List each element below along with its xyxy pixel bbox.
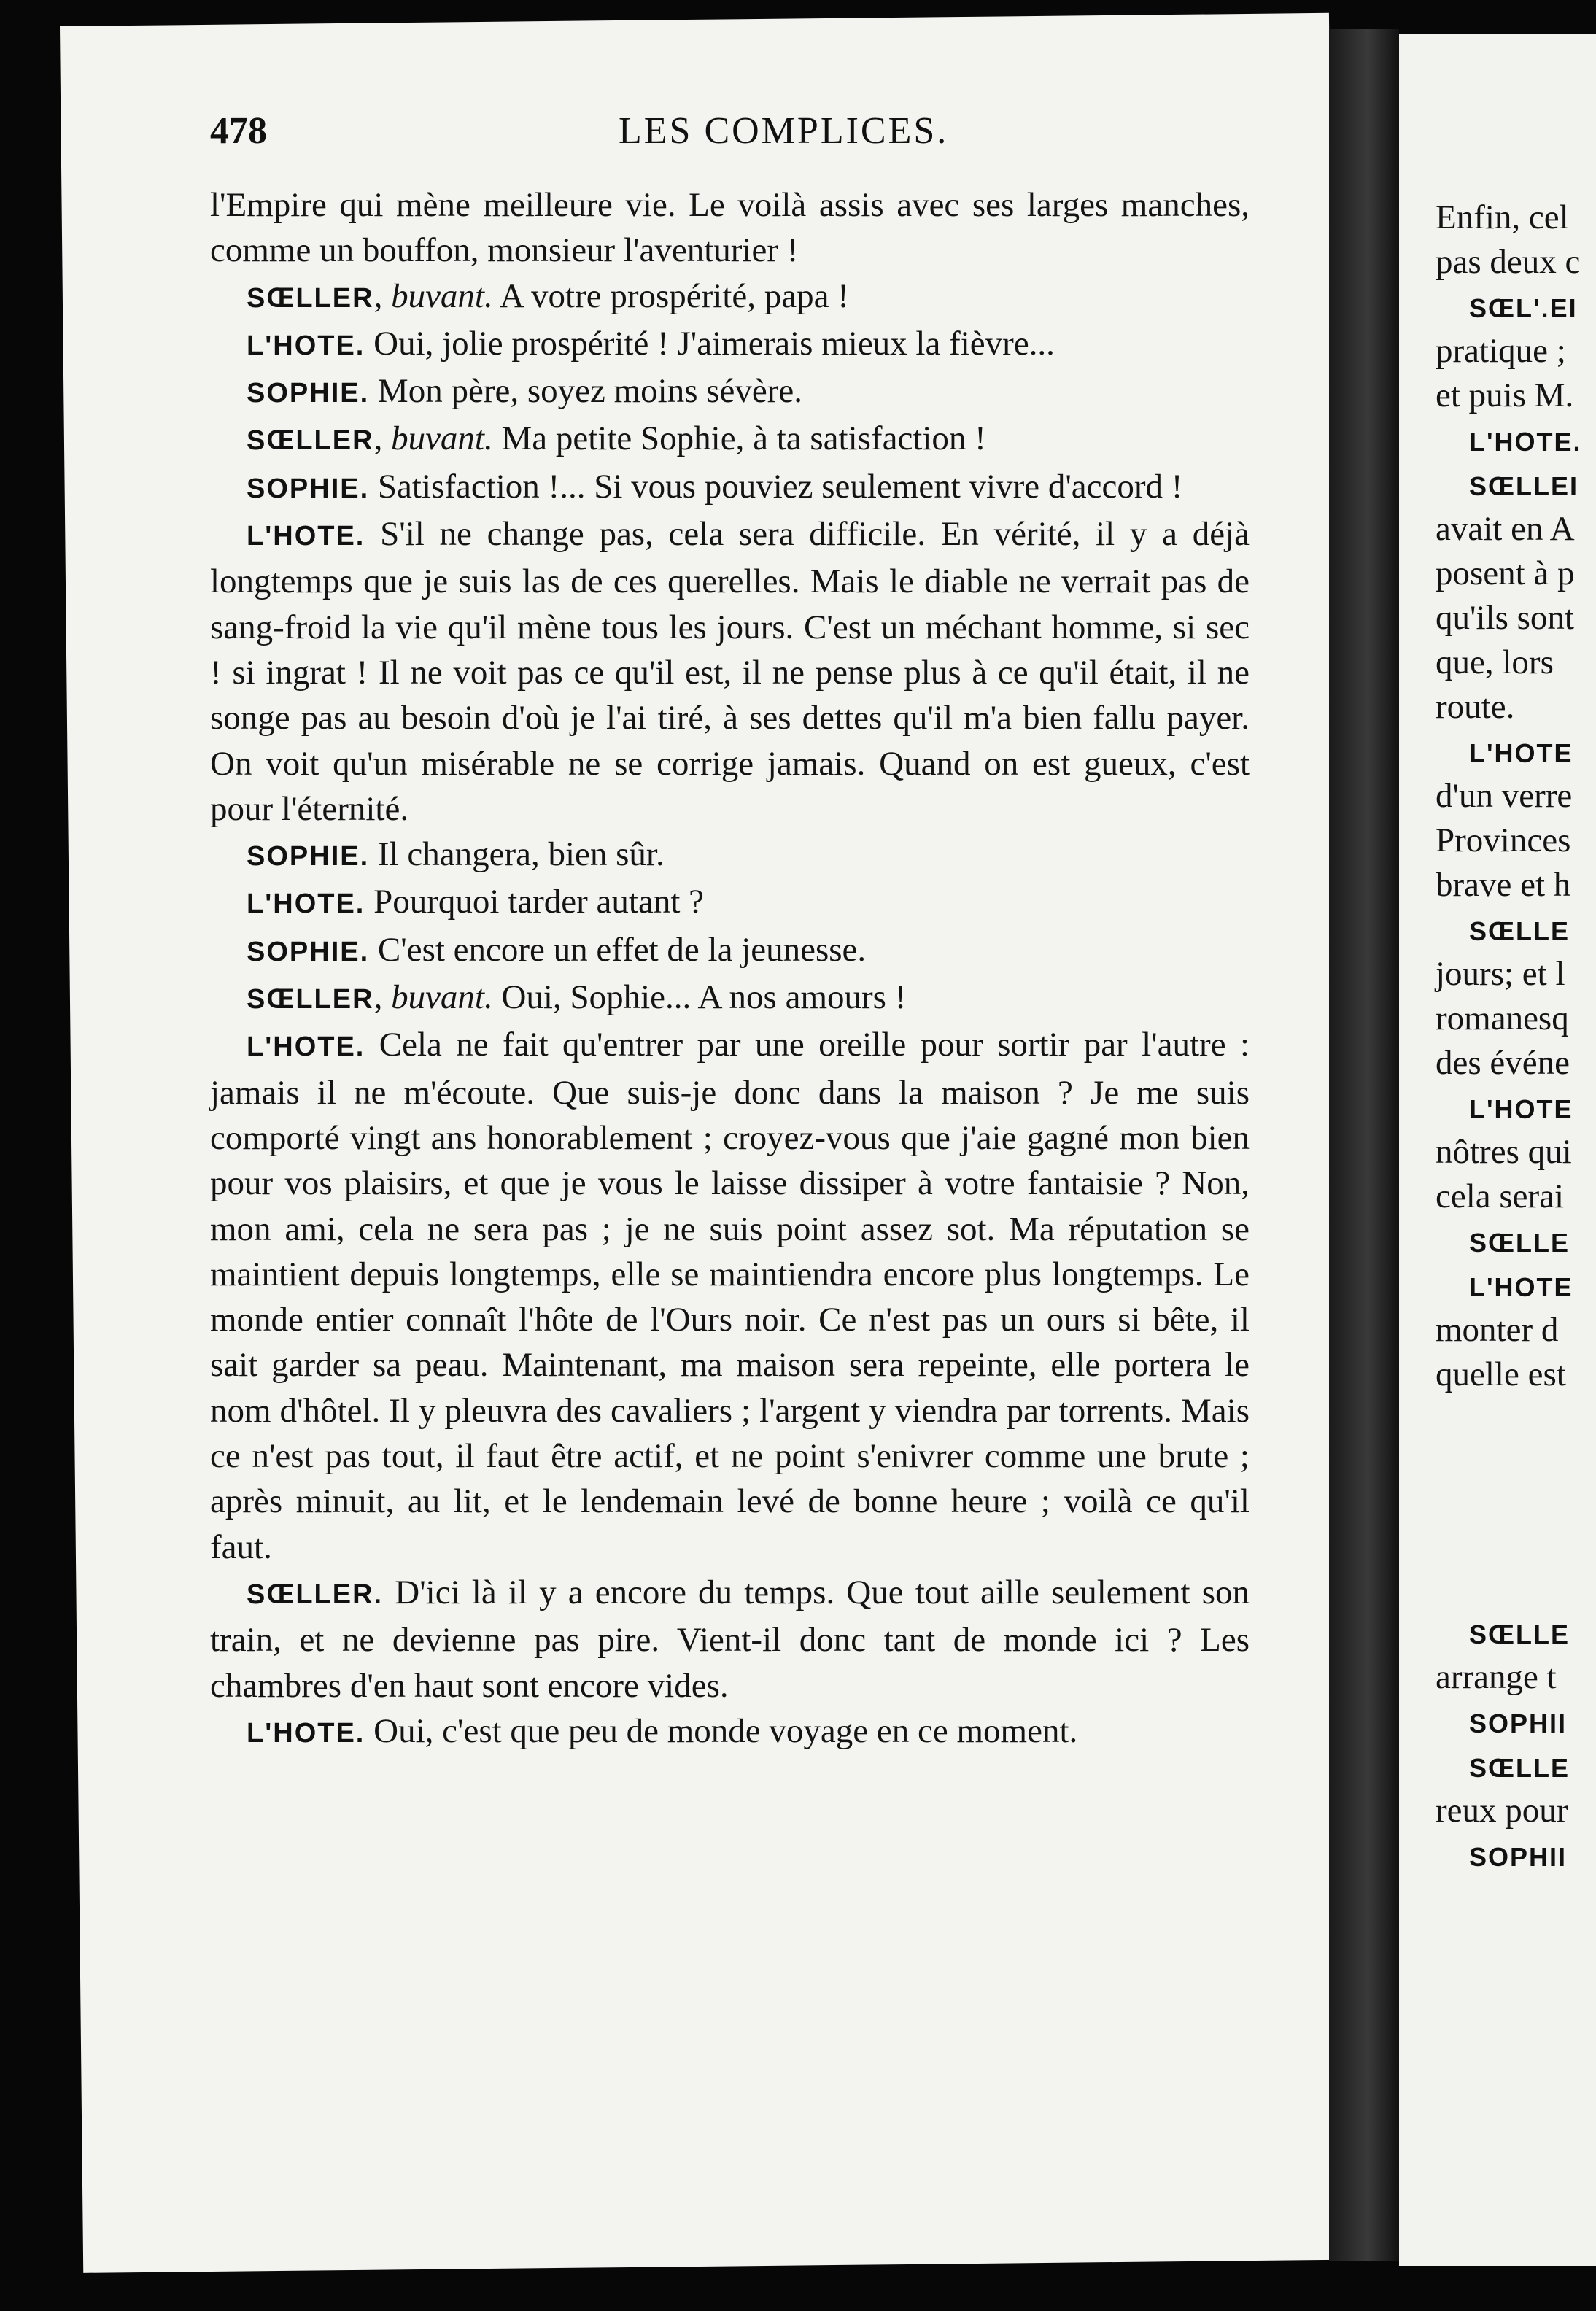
line-fragment: quelle est <box>1436 1355 1566 1393</box>
speaker-name: SOPHIE. <box>247 936 370 967</box>
right-page-line <box>1436 1655 1596 1700</box>
right-page-line <box>1436 1174 1596 1219</box>
line-fragment: Enfin, cel <box>1436 198 1569 236</box>
dialogue-paragraph <box>210 182 1250 274</box>
dialogue-text: Oui, Sophie... A nos amours ! <box>501 978 907 1017</box>
line-fragment: route. <box>1436 688 1515 726</box>
page-title: LES COMPLICES. <box>619 110 949 152</box>
right-page-line <box>1436 1352 1596 1397</box>
speaker-name: L'HOTE <box>1469 1094 1573 1124</box>
right-page-line <box>1436 596 1596 640</box>
dialogue-paragraph <box>210 1708 1250 1756</box>
speaker-name: SOPHIE. <box>247 841 370 872</box>
right-page-line <box>1436 818 1596 863</box>
right-page-line <box>1436 640 1596 685</box>
right-page-line <box>1436 996 1596 1041</box>
right-page-line <box>1436 1833 1596 1878</box>
right-page-line <box>1436 1219 1596 1263</box>
line-fragment: romanesq <box>1436 999 1569 1037</box>
stage-direction: buvant. <box>391 276 493 315</box>
line-fragment: et puis M. <box>1436 376 1574 414</box>
dialogue-paragraph: SŒLLER, buvant. Ma petite Sophie, à ta satisfaction ! <box>247 419 986 458</box>
speaker-name: SŒLLER. <box>247 1579 384 1610</box>
right-page-line <box>1436 863 1596 907</box>
right-page-text <box>1436 196 1596 1878</box>
dialogue-paragraph <box>210 832 1250 879</box>
dialogue-text: A votre prospérité, papa ! <box>499 276 849 315</box>
speaker-name: SOPHII <box>1469 1842 1568 1872</box>
right-page-line <box>1436 462 1596 507</box>
right-page-line <box>1436 1041 1596 1085</box>
speaker-name: SOPHII <box>1469 1708 1568 1738</box>
dialogue-text: Pourquoi tarder autant ? <box>373 883 705 921</box>
line-fragment: pratique ; <box>1436 332 1566 370</box>
speaker-name: SŒL'.EI <box>1469 293 1578 323</box>
speaker-name: SŒLLEI <box>1469 471 1579 501</box>
right-page-line <box>1436 685 1596 729</box>
speaker-name: L'HOTE <box>1469 738 1573 768</box>
speaker-name: SŒLLER <box>247 282 374 314</box>
book-gutter <box>1329 29 1399 2261</box>
line-fragment: Provinces <box>1436 821 1571 859</box>
dialogue-paragraph <box>210 1022 1250 1570</box>
right-page-line <box>1436 284 1596 329</box>
stage-direction: buvant. <box>391 978 493 1017</box>
right-page-line <box>1436 507 1596 551</box>
dialogue-paragraph <box>210 368 1250 416</box>
speaker-name: SOPHIE. <box>247 378 370 409</box>
dialogue-text: Satisfaction !... Si vous pouviez seulement vivre d'accord ! <box>377 467 1183 506</box>
dialogue-paragraph: SŒLLER, buvant. Oui, Sophie... A nos amours ! <box>247 978 907 1017</box>
right-page-line <box>1436 1130 1596 1174</box>
dialogue-text: Il changera, bien sûr. <box>377 835 665 874</box>
line-fragment: jours; et l <box>1436 955 1565 993</box>
blank-space <box>1436 1397 1596 1611</box>
speaker-name: L'HOTE. <box>247 889 365 920</box>
line-fragment: que, lors <box>1436 643 1554 681</box>
right-page-line <box>1436 1789 1596 1833</box>
right-page-line <box>1436 1744 1596 1789</box>
right-page-line <box>1436 1611 1596 1655</box>
line-fragment: arrange t <box>1436 1658 1557 1696</box>
play-text <box>210 182 1250 1756</box>
dialogue-paragraph: SŒLLER, buvant. A votre prospérité, papa ! <box>247 276 849 315</box>
speaker-name: SŒLLE <box>1469 916 1570 946</box>
right-page-line <box>1436 1263 1596 1308</box>
dialogue-paragraph <box>210 879 1250 926</box>
page-number: 478 <box>210 110 267 152</box>
dialogue-paragraph <box>210 511 1250 832</box>
speaker-name: L'HOTE. <box>1469 427 1582 457</box>
line-fragment: posent à p <box>1436 554 1575 592</box>
line-fragment: des événe <box>1436 1044 1570 1082</box>
line-fragment: monter d <box>1436 1311 1559 1349</box>
line-fragment: nôtres qui <box>1436 1133 1572 1171</box>
right-page-line <box>1436 774 1596 818</box>
running-head <box>210 109 1275 168</box>
right-page-line <box>1436 551 1596 596</box>
dialogue-text: Oui, c'est que peu de monde voyage en ce moment. <box>373 1711 1078 1750</box>
speaker-name: SOPHIE. <box>247 473 370 504</box>
right-page-line <box>1436 907 1596 952</box>
dialogue-text: D'ici là il y a encore du temps. Que tout aille seulement son train, et ne devienne pas pire. Vient-il donc tant de monde ici ? Les chambres d'en haut sont encore vides. <box>210 1573 1250 1705</box>
line-fragment: avait en A <box>1436 510 1575 548</box>
speaker-name: L'HOTE. <box>247 521 365 552</box>
dialogue-text: Oui, jolie prospérité ! J'aimerais mieux la fièvre... <box>373 324 1055 363</box>
line-fragment: pas deux c <box>1436 243 1581 281</box>
stage-direction: buvant. <box>391 419 493 458</box>
speaker-name: SŒLLER <box>247 984 374 1015</box>
right-page-line <box>1436 1085 1596 1130</box>
dialogue-paragraph <box>210 464 1250 511</box>
speaker-name: SŒLLE <box>1469 1228 1570 1258</box>
speaker-name: L'HOTE. <box>247 1717 365 1749</box>
dialogue-text: Cela ne fait qu'entrer par une oreille pour sortir par l'autre : jamais il ne m'écoute. Que suis-je donc dans la maison ? Je me suis comporté vingt ans honorablement ; croyez-vous que j'aie gagné mon bien pour vos plaisirs, et que je vous le laisse dissiper à votre fantaisie ? Non, mon ami, cela ne sera pas ; je ne suis point assez sot. Ma réputation se maintient depuis longtemps, elle se maintiendra encore plus longtemps. Le monde entier connaît l'hôte de l'Ours noir. Ce n'est pas un ours si bête, il sait garder sa peau. Maintenant, ma maison sera repeinte, elle portera le nom d'hôtel. Il y pleuvra des cavaliers ; l'argent y viendra par torrents. Mais ce n'est pas tout, il faut être actif, et ne point s'enivrer comme une brute ; après minuit, au lit, et le lendemain levé de bonne heure ; voilà ce qu'il faut. <box>210 1026 1250 1566</box>
dialogue-text: Ma petite Sophie, à ta satisfaction ! <box>501 419 986 458</box>
line-fragment: brave et h <box>1436 866 1571 904</box>
dialogue-text: Mon père, soyez moins sévère. <box>377 372 803 411</box>
right-page-line <box>1436 1700 1596 1744</box>
dialogue-text: C'est encore un effet de la jeunesse. <box>377 930 867 969</box>
line-fragment: reux pour <box>1436 1792 1568 1830</box>
dialogue-paragraph <box>210 927 1250 975</box>
line-fragment: d'un verre <box>1436 777 1573 815</box>
dialogue-paragraph <box>210 1570 1250 1708</box>
right-page-line <box>1436 1308 1596 1352</box>
right-page-line <box>1436 418 1596 462</box>
right-page <box>1399 34 1596 2266</box>
right-page-line <box>1436 373 1596 418</box>
speaker-name: L'HOTE. <box>247 330 365 361</box>
right-page-line <box>1436 729 1596 774</box>
speaker-name: SŒLLE <box>1469 1619 1570 1649</box>
right-page-line <box>1436 240 1596 284</box>
line-fragment: qu'ils sont <box>1436 599 1574 637</box>
speaker-name: SŒLLER <box>247 425 374 457</box>
right-page-line <box>1436 196 1596 240</box>
right-page-line <box>1436 952 1596 996</box>
speaker-name: L'HOTE <box>1469 1272 1573 1302</box>
right-page-line <box>1436 329 1596 373</box>
speaker-name: SŒLLE <box>1469 1753 1570 1783</box>
dialogue-paragraph <box>210 321 1250 368</box>
line-fragment: cela serai <box>1436 1177 1565 1215</box>
speaker-name: L'HOTE. <box>247 1031 365 1063</box>
dialogue-text: l'Empire qui mène meilleure vie. Le voilà assis avec ses larges manches, comme un bouffon, monsieur l'aventurier ! <box>210 186 1250 270</box>
dialogue-text: S'il ne change pas, cela sera difficile. En vérité, il y a déjà longtemps que je suis las de ces querelles. Mais le diable ne verrait pas de sang-froid la vie qu'il mène tous les jours. C'est un méchant homme, si sec ! si ingrat ! Il ne voit pas ce qu'il est, il ne pense plus à ce qu'il était, il ne songe pas au besoin d'où je l'ai tiré, à ses dettes qu'il m'a bien fallu payer. On voit qu'un misérable ne se corrige jamais. Quand on est gueux, c'est pour l'éternité. <box>210 515 1250 828</box>
